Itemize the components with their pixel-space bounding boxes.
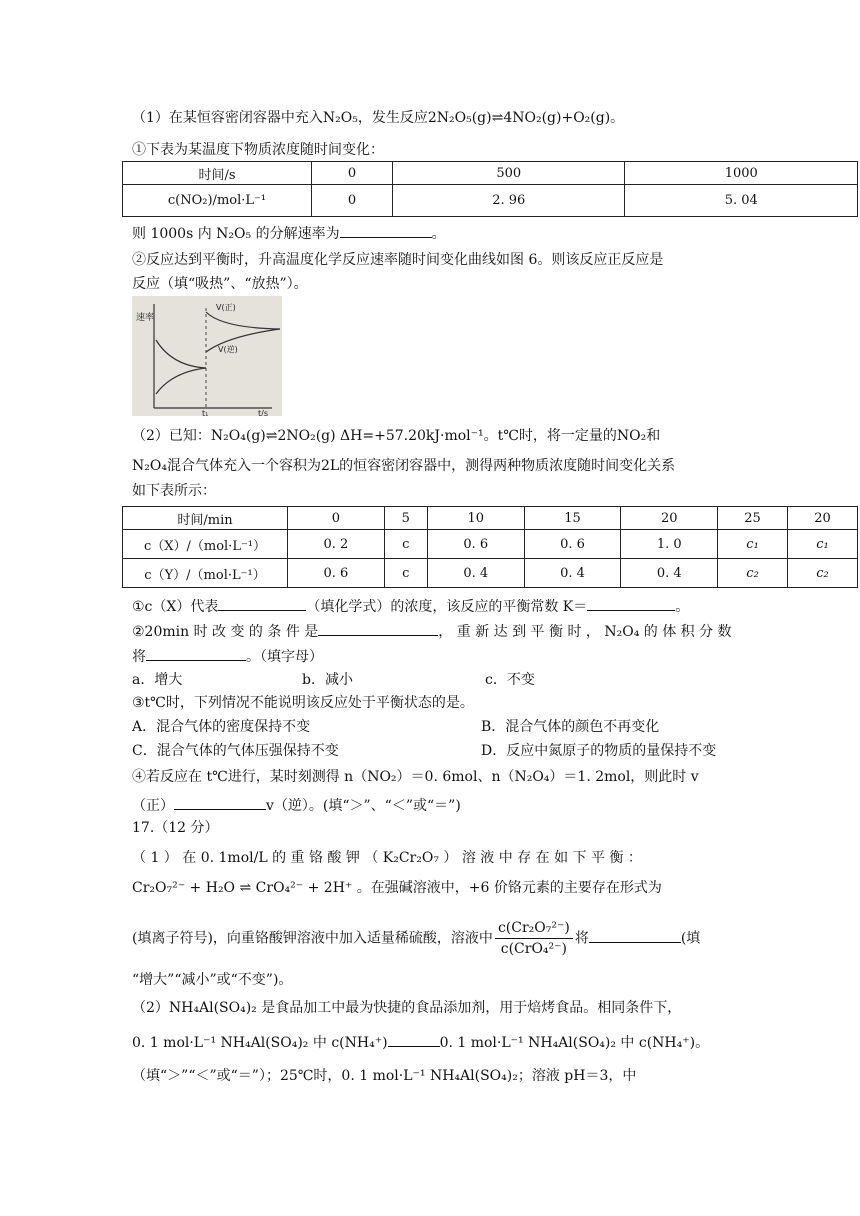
table-cell: c [384, 559, 427, 588]
table-cell: c₂ [788, 559, 858, 588]
s4-text-b: v（逆）。(填“＞”、“＜”或“＝”) [266, 798, 461, 814]
v-reverse-label: V(逆) [218, 345, 238, 354]
table-cell: c（Y）/（mol·L⁻¹） [123, 559, 288, 588]
q17-p1-line4: “增大”“减小”或“不变”)。 [132, 972, 293, 988]
rate-question: 则 1000s 内 N₂O₅ 的分解速率为 [132, 226, 340, 242]
q16-s4-line2 [132, 795, 461, 816]
q16-part1-intro: （1）在某恒容密闭容器中充入N₂O₅，发生反应2N₂O₅(g)⇌4NO₂(g)+O₂(g)。 [132, 110, 625, 126]
q16-s2-line1 [132, 621, 732, 642]
table-cell: 0. 4 [621, 559, 718, 588]
reverse-rate-curve-before [156, 368, 206, 394]
table-cell: 0. 4 [524, 559, 621, 588]
answer-blank[interactable] [589, 928, 681, 943]
concentration-ratio-fraction [495, 918, 573, 959]
q17-p1-line2: Cr₂O₇²⁻ + H₂O ⇌ CrO₄²⁻ + 2H⁺ 。在强碱溶液中，+6 价铬元素的主要存在形式为 [132, 880, 662, 896]
s4-text-a: （正） [132, 798, 174, 814]
x-axis-label: t/s [258, 409, 268, 416]
answer-blank[interactable] [340, 223, 432, 238]
table-cell: 0 [312, 185, 393, 217]
p2-l2-text-b: 0. 1 mol·L⁻¹ NH₄Al(SO₄)₂ 中 c(NH₄⁺)。 [439, 1035, 710, 1051]
table-cell: 0. 4 [427, 559, 524, 588]
table-cell: 0. 6 [427, 530, 524, 559]
q17-p2-line3: （填“＞”“＜”或“＝”）；25℃时，0. 1 mol·L⁻¹ NH₄Al(SO₄)₂；溶液 pH＝3，中 [132, 1068, 637, 1084]
q16-s4-line1: ④若反应在 t℃进行，某时刻测得 n（NO₂）＝0. 6mol、n（N₂O₄）＝1. 2mol，则此时 v [132, 769, 699, 785]
q17-title: 17.（12 分） [132, 820, 219, 836]
table-cell: 15 [524, 507, 621, 530]
table-cell: 1000 [625, 162, 858, 185]
table-cell: 25 [718, 507, 788, 530]
fraction-numerator: c(Cr₂O₇²⁻) [495, 918, 573, 939]
q16-part2-line3: 如下表所示： [132, 483, 216, 499]
choice-A: A．混合气体的密度保持不变 [132, 719, 311, 735]
s2-text-b: ， 重 新 达 到 平 衡 时 ， N₂O₄ 的 体 积 分 数 [438, 624, 732, 640]
t1-label: t₁ [202, 409, 209, 416]
answer-blank[interactable] [174, 795, 266, 810]
table-cell: 500 [393, 162, 625, 185]
answer-blank[interactable] [388, 1032, 440, 1047]
q17-p1-line3 [132, 918, 700, 959]
q16-sub2-line2: 反应（填“吸热”、“放热”）。 [132, 276, 308, 292]
table-cell: c₂ [718, 559, 788, 588]
table-cell: 0 [312, 162, 393, 185]
p2-l2-text-a: 0. 1 mol·L⁻¹ NH₄Al(SO₄)₂ 中 c(NH₄⁺) [132, 1035, 388, 1051]
table-cell: 1. 0 [621, 530, 718, 559]
answer-blank[interactable] [218, 596, 306, 611]
s1-text-b: （填化学式）的浓度，该反应的平衡常数 K＝ [306, 599, 588, 615]
table-cell: c₁ [718, 530, 788, 559]
table-cell: 5. 04 [625, 185, 858, 217]
table-cell: 2. 96 [393, 185, 625, 217]
q16-part2-line1: （2）已知：N₂O₄(g)⇌2NO₂(g) ΔH=+57.20kJ·mol⁻¹。t℃时，将一定量的NO₂和 [132, 428, 661, 444]
s2-text-a: ②20min 时 改 变 的 条 件 是 [132, 624, 319, 640]
choice-C: C．混合气体的气体压强保持不变 [132, 743, 339, 759]
rate-time-graph [132, 296, 282, 416]
s2-text-c: 将 [132, 649, 146, 665]
q16-part2-line2: N₂O₄混合气体充入一个容积为2L的恒容密闭容器中，测得两种物质浓度随时间变化关系 [132, 458, 676, 474]
table-row [123, 507, 858, 530]
q16-sub1-text: ①下表为某温度下物质浓度随时间变化： [132, 142, 384, 158]
q17-p1-line1: （ 1 ） 在 0. 1mol/L 的 重 铬 酸 钾 （ K₂Cr₂O₇ ） 溶 液 中 存 在 如 下 平 衡 ： [132, 850, 642, 866]
table-cell: c₁ [788, 530, 858, 559]
table-cell: 20 [621, 507, 718, 530]
answer-blank[interactable] [146, 646, 246, 661]
concentration-table-2 [122, 506, 858, 588]
table-cell: c（X）/（mol·L⁻¹） [123, 530, 288, 559]
q17-p2-line1: （2）NH₄Al(SO₄)₂ 是食品加工中最为快捷的食品添加剂，用于焙烤食品。相同条件下， [132, 1000, 682, 1016]
table-cell: c(NO₂)/mol·L⁻¹ [123, 185, 312, 217]
q17-p2-line2 [132, 1032, 709, 1053]
p1-l3-text-c: (填 [680, 930, 701, 947]
table-cell: 0. 6 [524, 530, 621, 559]
q16-sub2-line1: ②反应达到平衡时，升高温度化学反应速率随时间变化曲线如图 6。则该反应正反应是 [132, 252, 664, 268]
p1-l3-text-b: 将 [574, 930, 589, 947]
option-c: c．不变 [485, 672, 535, 688]
v-forward-label: V(正) [216, 303, 236, 312]
forward-rate-curve-before [156, 340, 206, 368]
table-cell: 时间/min [123, 507, 288, 530]
p1-l3-text-a: (填离子符号)，向重铬酸钾溶液中加入适量稀硫酸，溶液中 [132, 930, 493, 947]
answer-blank[interactable] [587, 596, 675, 611]
table-row [123, 162, 858, 185]
y-axis-label: 速率 [136, 313, 155, 323]
table-cell: c [384, 530, 427, 559]
table-row [123, 559, 858, 588]
answer-blank[interactable] [318, 621, 438, 636]
table-row [123, 185, 858, 217]
choice-B: B．混合气体的颜色不再变化 [481, 719, 660, 735]
table-cell: 20 [788, 507, 858, 530]
option-b: b．减小 [302, 672, 353, 688]
table-cell: 时间/s [123, 162, 312, 185]
table-cell: 5 [384, 507, 427, 530]
table-cell: 0 [288, 507, 385, 530]
forward-rate-curve-after [206, 312, 280, 329]
table-cell: 10 [427, 507, 524, 530]
s2-text-d: 。（填字母） [246, 649, 323, 665]
s1-text-c: 。 [675, 599, 690, 615]
table-cell: 0. 6 [288, 559, 385, 588]
option-a: a．增大 [132, 672, 183, 688]
table-row [123, 530, 858, 559]
punctuation: 。 [431, 226, 446, 242]
choice-D: D．反应中氮原子的物质的量保持不变 [481, 743, 717, 759]
s1-text-a: ①c（X）代表 [132, 599, 219, 615]
fraction-denominator: c(CrO₄²⁻) [500, 941, 567, 957]
table-cell: 0. 2 [288, 530, 385, 559]
q16-s3-question: ③t℃时，下列情况不能说明该反应处于平衡状态的是。 [132, 695, 474, 711]
q16-rate-line [132, 223, 446, 244]
concentration-table-1 [122, 161, 858, 217]
q16-s2-line2 [132, 646, 323, 667]
q16-s1-line [132, 596, 689, 617]
